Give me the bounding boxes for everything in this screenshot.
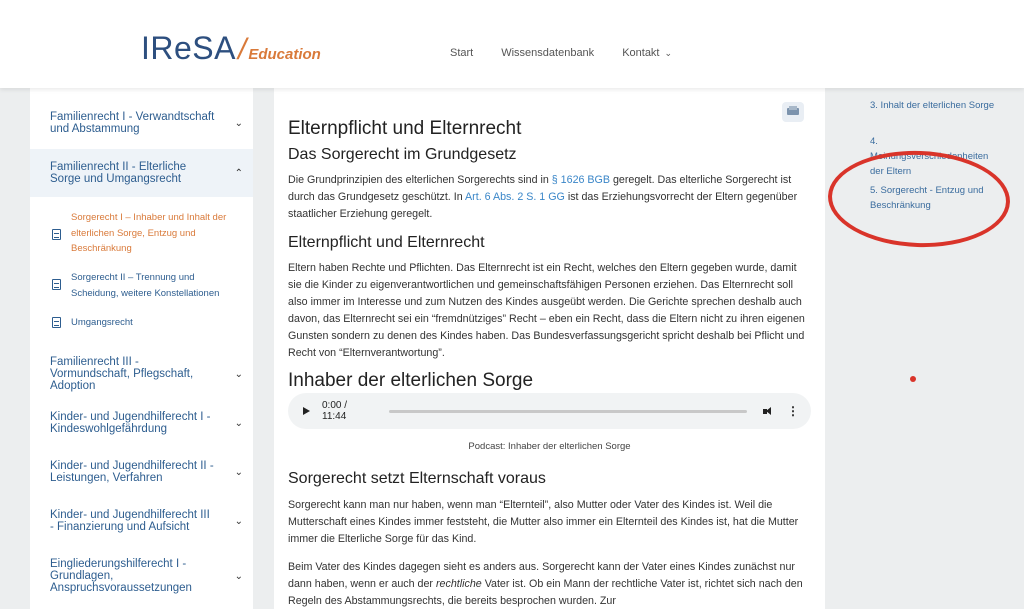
section-heading-grundgesetz: Das Sorgerecht im Grundgesetz	[288, 146, 517, 163]
toc-item-sorgerecht-entzug[interactable]: 5. Sorgerecht - Entzug und Beschränkung	[870, 185, 984, 211]
sidebar-item-kjhr-1[interactable]	[30, 408, 253, 438]
sidebar-item-label: Kinder- und Jugendhilferecht II - Leistungen, Verfahren	[50, 460, 214, 484]
nav-kontakt-label: Kontakt	[622, 47, 660, 59]
chevron-down-icon: ⌄	[234, 417, 243, 429]
volume-icon[interactable]	[763, 407, 773, 416]
text-emphasis: rechtliche	[435, 578, 482, 590]
audio-player	[288, 393, 811, 429]
sidebar-item-familienrecht-3[interactable]	[30, 356, 253, 392]
sidebar-subitem-umgangsrecht[interactable]	[30, 315, 253, 331]
chevron-down-icon: ⌄	[234, 570, 243, 582]
chevron-down-icon: ⌄	[234, 368, 243, 380]
course-sidebar	[30, 88, 253, 609]
toc-item-label: Meinungsverschiedenheiten der Eltern	[870, 151, 989, 177]
nav-wissensdatenbank[interactable]: Wissensdatenbank	[501, 47, 595, 59]
sidebar-item-kjhr-2[interactable]	[30, 457, 253, 487]
document-icon	[52, 279, 61, 290]
annotation-dot	[910, 376, 916, 382]
link-1626-bgb[interactable]: § 1626 BGB	[551, 174, 610, 186]
logo-slash: /	[237, 33, 247, 66]
sidebar-subitem-label: Sorgerecht II – Trennung und Scheidung, weitere Konstellationen	[71, 272, 220, 299]
chevron-down-icon: ⌄	[234, 466, 243, 478]
section-heading-elternpflicht: Elternpflicht und Elternrecht	[288, 234, 485, 251]
text: Vater ist. Ob ein Mann der rechtliche Vater ist, richtet sich nach den Regeln des Abstammungsrechts, die bereits besprochen wurden. Zur	[288, 578, 803, 607]
paragraph-elternschaft-2	[288, 559, 810, 609]
logo-sub: Education	[248, 46, 321, 63]
sidebar-item-label: Kinder- und Jugendhilferecht III - Finanzierung und Aufsicht	[50, 509, 210, 533]
sidebar-item-eingliederungshilfe-1[interactable]	[30, 558, 253, 594]
paragraph-elternpflicht: Eltern haben Rechte und Pflichten. Das Elternrecht ist ein Recht, welches den Eltern gegeben wurde, damit sie die Kinder zu eigenverantwortlichen und gemeinschaftsfähigen Personen erziehen. Das Elternrecht soll also immer im Interesse und zum Nutzen des Kindes ausgeübt werden. Die Gerichte sprechen deshalb auch davon, das Elternrecht sei ein “fremdnütziges” Recht – eben ein Recht, dass die Eltern nicht zu ihren eigenen Gunsten sondern zu denen des Kindes haben. Das Bundesverfassungsgericht spricht deshalb bei Pflicht und Recht von “Elternverantwortung”.	[288, 262, 805, 359]
chevron-down-icon: ⌄	[664, 48, 673, 58]
logo-main: IReSA	[141, 30, 236, 66]
nav-kontakt[interactable]	[622, 47, 672, 59]
article-content	[274, 88, 825, 609]
document-icon	[52, 317, 61, 328]
sidebar-subitem-label: Umgangsrecht	[71, 317, 133, 328]
paragraph-elternschaft-1: Sorgerecht kann man nur haben, wenn man “Elternteil”, also Mutter oder Vater des Kindes ist. Weil die Mutterschaft eines Kindes immer feststeht, die Mutter also immer ein Elternteil des Kindes ist, hat die Mutter immer die Elterliche Sorge für das Kind.	[288, 499, 799, 545]
logo[interactable]	[141, 30, 321, 67]
sidebar-item-label: Eingliederungshilferecht I - Grundlagen, Anspruchsvoraussetzungen	[50, 558, 192, 594]
text: Die Grundprinzipien des elterlichen Sorgerechts sind in	[288, 174, 552, 186]
audio-time: 0:00 / 11:44	[322, 400, 348, 422]
sidebar-item-label: Familienrecht I - Verwandtschaft und Abstammung	[50, 111, 215, 135]
nav-start[interactable]: Start	[450, 47, 474, 59]
audio-caption: Podcast: Inhaber der elterlichen Sorge	[468, 441, 631, 452]
print-icon[interactable]	[782, 102, 804, 122]
text: geregelt. Das elterliche Sorgerecht ist durch das Grundgesetz geschützt. In	[288, 174, 792, 203]
text: ist das Erziehungsvorrecht der Eltern gegenüber staatlicher Erziehung geregelt.	[288, 191, 798, 220]
link-art6-gg[interactable]: Art. 6 Abs. 2 S. 1 GG	[465, 191, 565, 203]
document-icon	[52, 229, 61, 240]
section-heading-inhaber: Inhaber der elterlichen Sorge	[288, 370, 534, 391]
sidebar-subitem-sorgerecht-1[interactable]	[30, 210, 253, 257]
chevron-down-icon: ⌄	[234, 515, 243, 527]
sidebar-subitem-sorgerecht-2[interactable]	[30, 270, 253, 301]
sidebar-item-familienrecht-2[interactable]	[30, 149, 253, 197]
chevron-down-icon: ⌄	[234, 117, 243, 129]
page-title: Elternpflicht und Elternrecht	[288, 118, 522, 139]
play-icon[interactable]	[303, 407, 310, 415]
more-options-icon[interactable]: ⋮	[787, 404, 799, 418]
toc-item-inhalt[interactable]: 3. Inhalt der elterlichen Sorge	[870, 100, 995, 111]
sidebar-item-label: Familienrecht III - Vormundschaft, Pflegschaft, Adoption	[50, 356, 194, 392]
sidebar-item-label: Kinder- und Jugendhilferecht I - Kindeswohlgefährdung	[50, 411, 211, 435]
text: Beim Vater des Kindes dagegen sieht es anders aus. Sorgerecht kann der Vater eines Kindes zunächst nur dann haben, wenn er auch der	[288, 561, 795, 590]
sidebar-item-familienrecht-1[interactable]	[30, 108, 253, 138]
chevron-up-icon: ⌃	[234, 167, 243, 179]
sidebar-subitem-label: Sorgerecht I – Inhaber und Inhalt der elterlichen Sorge, Entzug und Beschränkung	[71, 212, 227, 254]
sidebar-item-kjhr-3[interactable]	[30, 506, 253, 536]
sidebar-item-label: Familienrecht II - Elterliche Sorge und Umgangsrecht	[50, 161, 187, 185]
main-nav	[450, 47, 672, 59]
audio-progress-bar[interactable]	[389, 410, 748, 413]
toc-item-number: 4.	[870, 136, 878, 147]
section-heading-elternschaft: Sorgerecht setzt Elternschaft voraus	[288, 470, 546, 487]
site-header	[0, 0, 1024, 88]
paragraph-grundgesetz	[288, 172, 810, 223]
